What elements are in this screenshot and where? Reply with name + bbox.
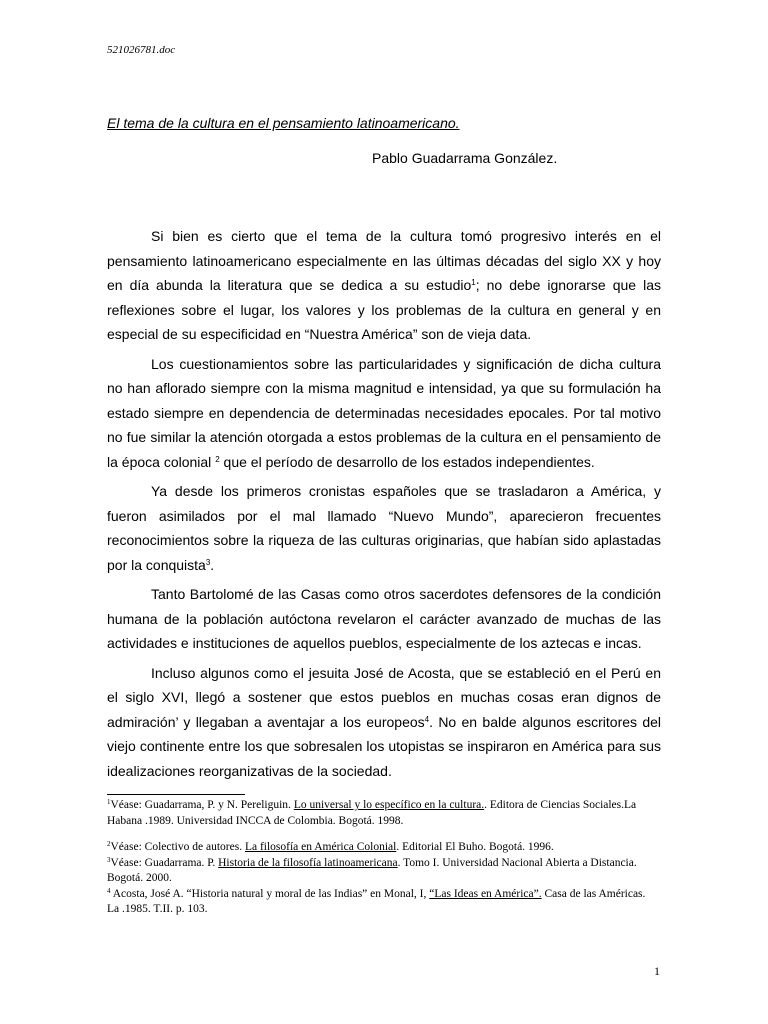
footnote-ref: 2 xyxy=(215,454,220,464)
document-filename: 521026781.doc xyxy=(107,44,176,56)
paragraph: Incluso algunos como el jesuita José de Acosta, que se estableció en el Perú en el siglo XVI, llegó a sostener que estos pueblos en muchas cosas eran dignos de admiración’ y llegaban a aventajar a los europeos$^4$. No en balde algunos escritores del viejo continente entre los que sobresalen los utopistas se inspiraron en América para sus idealizaciones reorganizativas de la sociedad. xyxy=(107,664,662,779)
page-number: 1 xyxy=(654,964,660,978)
footnote: $^3$Véase: Guadarrama. P. Historia de la filosofía latinoamericana. Tomo I. Universidad Nacional Abierta a Distancia. Bogotá. 2000. xyxy=(107,855,637,884)
paragraph: Ya desde los primeros cronistas españoles que se trasladaron a América, y fueron asimilados por el mal llamado “Nuevo Mundo”, aparecieron frecuentes reconocimientos sobre la riqueza de las culturas originarias, que habían sido aplastadas por la conquista$^3$. xyxy=(107,483,661,573)
footnotes xyxy=(107,798,655,918)
footnote-separator xyxy=(107,794,245,795)
footnote-ref: 4 xyxy=(424,714,430,724)
document-title: El tema de la cultura en el pensamiento latinoamericano. xyxy=(107,115,460,131)
paragraph: Los cuestionamientos sobre las particularidades y significación de dicha cultura no han aflorado siempre con la misma magnitud e intensidad, ya que su formulación ha estado siempre en dependencia de determinadas necesidades epocales. Por tal motivo no fue similar la atención otorgada a estos problemas de la cultura en el pensamiento de la época colonial $^2$ que el período de desarrollo de los estados independientes. xyxy=(107,355,661,470)
footnote-ref: 1 xyxy=(471,278,476,287)
paragraph: Si bien es cierto que el tema de la cultura tomó progresivo interés en el pensamiento latinoamericano especialmente en las últimas décadas del siglo XX y hoy en día abunda la literatura que se dedica a su estudio$^1$; no debe ignorarse que las reflexiones sobre el lugar, los valores y los problemas de la cultura en general y en especial de su especificidad en “Nuestra América” son de vieja data. xyxy=(107,228,661,342)
footnote-ref: 3 xyxy=(205,557,211,567)
footnote: $^1$Véase: Guadarrama, P. y N. Pereliguin. Lo universal y lo específico en la cultura.. Editora de Ciencias Sociales.La Habana .1989. Universidad INCCA de Colombia. Bogotá. 1998. xyxy=(107,798,637,827)
document-author: Pablo Guadarrama González. xyxy=(372,150,558,166)
footnote: $^2$Véase: Colectivo de autores. La filosofía en América Colonial. Editorial El Buho. Bogotá. 1996. xyxy=(107,840,554,853)
paragraph: Tanto Bartolomé de las Casas como otros sacerdotes defensores de la condición humana de la población autóctona revelaron el carácter avanzado de muchas de las actividades e instituciones de aquellos pueblos, especialmente de los aztecas e incas. xyxy=(107,586,661,651)
footnote: $^4$ Acosta, José A. “Historia natural y moral de las Indias” en Monal, I, “Las Ideas en América”. Casa de las Américas. La .1985. T.II. p. 103. xyxy=(107,886,646,915)
document-body xyxy=(107,224,661,783)
